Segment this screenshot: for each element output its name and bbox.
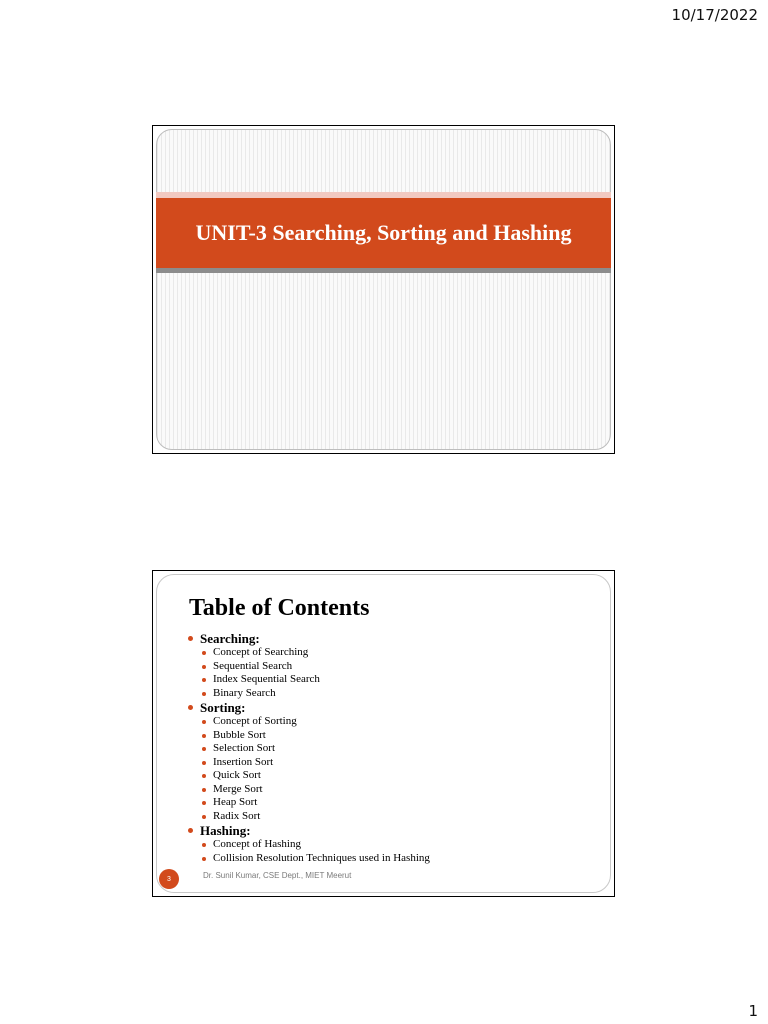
toc-section-label: Hashing:	[200, 823, 251, 838]
title-band-bottom-stripe	[156, 268, 611, 273]
toc-section-label: Searching:	[200, 631, 260, 646]
toc-title: Table of Contents	[189, 595, 370, 621]
slide-footer: Dr. Sunil Kumar, CSE Dept., MIET Meerut	[203, 871, 352, 880]
slide-number-badge: 3	[159, 869, 179, 889]
toc-sublist	[200, 646, 430, 700]
toc-item: Concept of Searching	[213, 646, 430, 660]
toc-sublist	[200, 715, 430, 823]
toc-item: Sequential Search	[213, 660, 430, 674]
toc-item: Selection Sort	[213, 742, 430, 756]
toc-item: Index Sequential Search	[213, 673, 430, 687]
toc-item: Radix Sort	[213, 810, 430, 824]
slide-background	[156, 129, 611, 450]
slide-thumbnail-title	[152, 125, 615, 454]
toc-section-hashing	[187, 823, 430, 865]
page-date: 10/17/2022	[671, 6, 758, 24]
toc-item: Collision Resolution Techniques used in Hashing	[213, 851, 430, 864]
toc-section-label: Sorting:	[200, 700, 246, 715]
toc-section-sorting	[187, 700, 430, 823]
toc-item: Quick Sort	[213, 769, 430, 783]
toc-item: Binary Search	[213, 687, 430, 701]
toc-item: Heap Sort	[213, 796, 430, 810]
slide-title: UNIT-3 Searching, Sorting and Hashing	[195, 220, 572, 245]
toc-item: Bubble Sort	[213, 729, 430, 743]
toc-section-searching	[187, 631, 430, 700]
toc-item: Concept of Hashing	[213, 838, 430, 852]
toc-sublist	[200, 838, 430, 865]
toc-list	[187, 631, 430, 865]
title-band	[156, 198, 611, 268]
toc-item: Concept of Sorting	[213, 715, 430, 729]
toc-item: Merge Sort	[213, 783, 430, 797]
toc-item: Insertion Sort	[213, 756, 430, 770]
slide-thumbnail-contents	[152, 570, 615, 897]
page-number: 1	[748, 1002, 758, 1020]
